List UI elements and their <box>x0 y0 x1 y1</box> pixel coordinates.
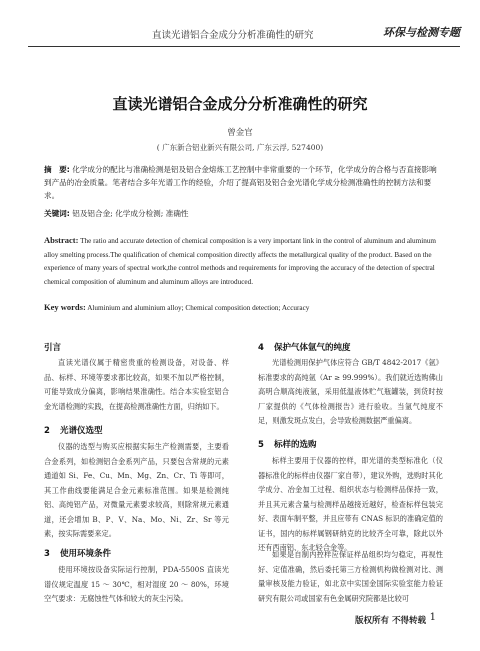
keywords-en <box>44 301 442 315</box>
footer-copyright: 版权所有 不得转载 <box>355 616 426 626</box>
abstract-cn-label: 摘 要: <box>44 165 70 174</box>
article-affiliation: ( 广东新合铝业新兴有限公司, 广东云浮, 527400) <box>156 143 324 152</box>
section-4-text: 光谱检测用保护气体应符合 GB/T 4842-2017《氩》标准要求的高纯氩（Ar ≥ 99.999%）。我们就近选购佛山高明合顺高纯液氩，采用低温液体贮气瓶罐装，到货时按厂家提供的《气体检测报告》进行验收。当氩气纯度不足，则激发斑点发白，会导致检测数据严重偏离。 <box>258 358 443 425</box>
keywords-en-label: Key words: <box>44 302 86 312</box>
section-3-heading: 3 使用环境条件 <box>44 549 112 559</box>
article-title: 直读光谱铝合金成分分析准确性的研究 <box>112 95 368 113</box>
keywords-cn-label: 关键词: <box>44 209 70 218</box>
section-5-heading: 5 标样的选购 <box>258 440 317 450</box>
keywords-en-text: Aluminium and aluminium alloy; Chemical composition detection; Accuracy <box>87 304 310 312</box>
keywords-cn <box>44 207 442 220</box>
section-intro-text: 直读光谱仪属于精密贵重的检测设备，对设备、样品、标样、环境等要求都比较高，如果不加以严格控制，可能导致成分偏离，影响结果准确性。结合本实验室铝合金光谱检测的实践，在提高检测准确性方面，归纳如下。 <box>44 358 229 411</box>
article-author: 曾金官 <box>227 128 253 138</box>
abstract-en-label: Abstract: <box>44 235 79 245</box>
page-header <box>28 22 460 44</box>
section-5-text-2: 如果是自制内控样应保证样品组织均匀稳定，再视性好、定值准确，然后委托第三方检测机构做检测对比、测量审核及能力验证，如北京中实国金国际实验室能力验证研究有限公司或国家有色金属研究院都是比较可 <box>258 550 443 603</box>
section-intro-heading: 引言 <box>44 343 62 353</box>
section-2-text: 仪器的选型与购买应根据实际生产检测需要，主要看合金系列，如检测铝合金系列产品，只要包含常规的元素通道如 Si、Fe、Cu、Mn、Mg、Zn、Cr、Ti 等即可，其工作曲线要能满足合金元素标准范围。如果是检测纯铝、高纯铝产品，对微量元素要求较高，则除常规元素通道，还会增加 B、P、V、Na、Mo、Ni、Zr、Sr 等元素，按实际需要来定。 <box>44 442 229 538</box>
keywords-cn-text: 铝及铝合金; 化学成分检测; 准确性 <box>72 209 189 218</box>
column-name: 环保与检测专题 <box>383 26 460 39</box>
abstract-en-text: The ratio and accurate detection of chemical composition is a very important link in the control of aluminum and aluminum alloy smelting process.The qualification of chemical composition directly affects the metallurgical quality of the product. Based on the experience of many years of spectral work,the control methods and requirements for improving the accuracy of the detection of spectral chemical composition of aluminum and aluminum alloys are introduced. <box>44 237 437 286</box>
section-4-heading: 4 保护气体氩气的纯度 <box>258 343 351 353</box>
page-number: 1 <box>429 612 436 623</box>
section-5-text-1: 标样主要用于仪器的控样，即光谱的类型标准化（仪器标准化的标样由仪器厂家自带），建议外购，选购时其化学成分、冶金加工过程、组织状态与检测样品保持一致，并且其元素含量与检测样品越接近越好，检查标样包装完好、表面车制平整，并且应带有 CNAS 标识的准确定值的证书，国内的标样属钢研纳克的比较齐全可靠，除此以外还有西南铝、东北轻合金等。 <box>258 456 443 552</box>
running-title: 直读光谱铝合金成分分析准确性的研究 <box>152 30 314 41</box>
abstract-cn-text: 化学成分的配比与准确检测是铝及铝合金熔炼工艺控制中非常重要的一个环节，化学成分的合格与否直接影响到产品的冶金质量。笔者结合多年光谱工作的经验，介绍了提高铝及铝合金光谱化学成分检测准确性的控制方法和要求。 <box>44 165 437 200</box>
abstract-en <box>44 234 442 289</box>
section-2-heading: 2 光谱仪选型 <box>44 426 103 436</box>
section-3-text: 使用环境按设备实际运行控制，PDA-5500S 直读光谱仪规定温度 15 ～ 30℃，相对湿度 20 ～ 80%，环境空气要求：无腐蚀性气体和较大的灰尘污染。 <box>44 565 229 603</box>
abstract-cn <box>44 163 442 202</box>
header-rule <box>28 46 460 47</box>
